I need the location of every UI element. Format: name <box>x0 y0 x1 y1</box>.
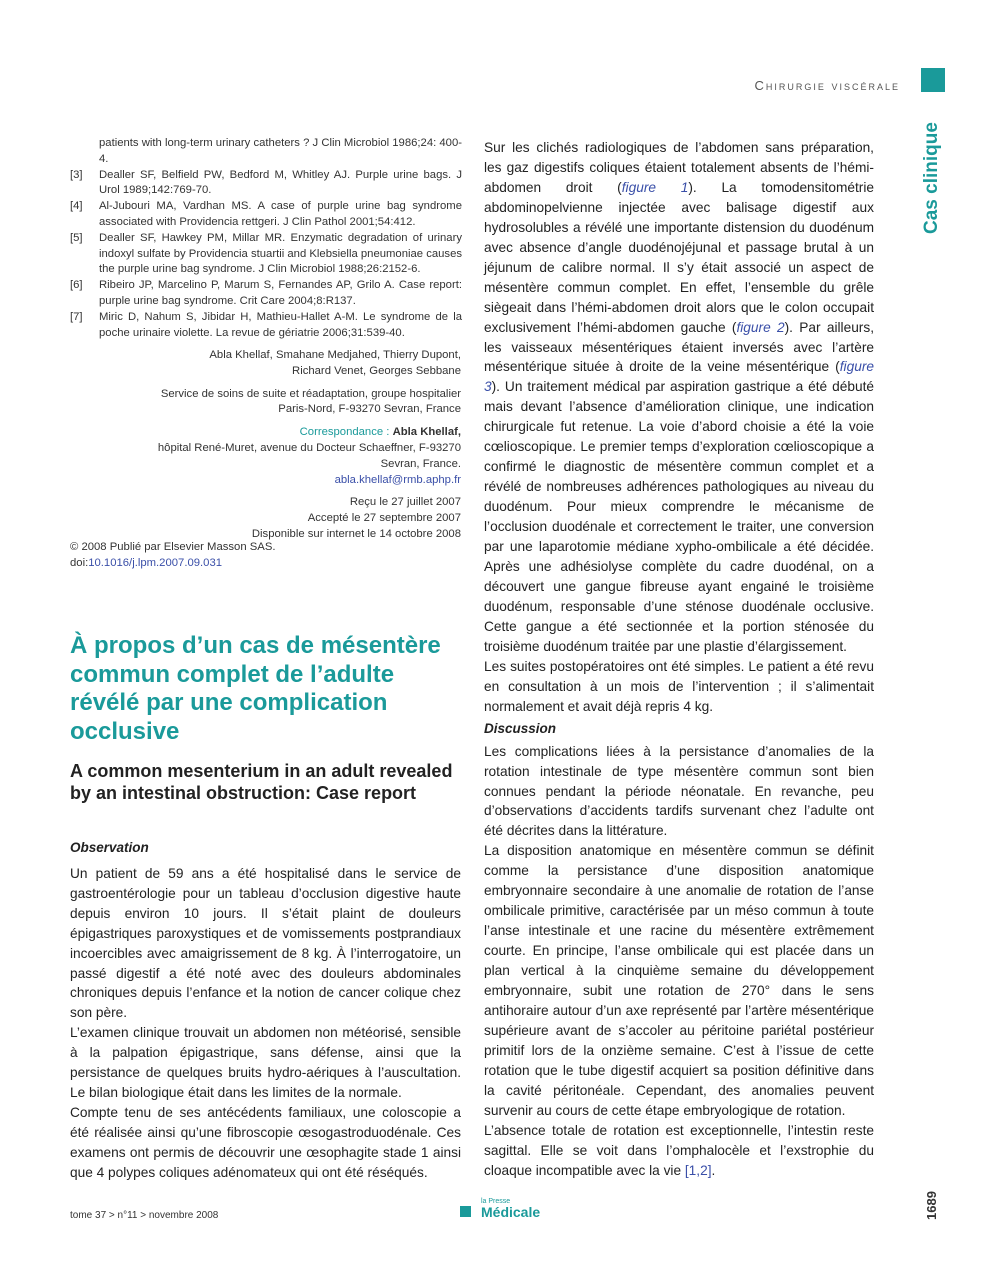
copyright-block <box>70 540 462 572</box>
author-names <box>140 348 461 380</box>
page-number-text: 1689 <box>924 1191 939 1220</box>
reference-number: [4] <box>70 200 83 213</box>
copyright-text: © 2008 Publié par Elsevier Masson SAS. <box>70 541 276 553</box>
text-run: ). Par ailleurs, les vaisseaux mésentériques étaient inversés avec l’artère mésentérique située à droite de la veine mésentérique ( <box>484 319 875 375</box>
figure-2-link[interactable]: figure 2 <box>736 319 785 335</box>
logo-big-text: Médicale <box>481 1204 541 1220</box>
reference-item <box>70 136 462 168</box>
paragraph <box>484 138 874 657</box>
online-date: Disponible sur internet le 14 octobre 2008 <box>251 527 461 540</box>
journal-logo <box>460 1198 540 1220</box>
author-block <box>140 348 461 550</box>
reference-list <box>70 136 462 341</box>
left-column-body <box>70 864 461 1183</box>
dates <box>140 495 461 542</box>
reference-number: [6] <box>70 279 83 292</box>
correspondance-name: Abla Khellaf, <box>392 426 461 439</box>
citation-link[interactable]: [1,2] <box>684 1162 712 1178</box>
affiliation-line: Service de soins de suite et réadaptation, groupe hospitalier <box>160 387 461 400</box>
paragraph: La disposition anatomique en mésentère commun se définit comme la persistance d’une disposition anatomique embryonnaire secondaire à une anomalie de rotation de l’anse ombilicale primitive, caractérisée par un méso commun à toute l’anse intestinale et une racine du mésentère extrêmement courte. En principe, l’anse ombilicale qui est placée dans un plan vertical à la cinquième semaine du développement embryonnaire, subit une rotation de 270° dans le sens antihoraire autour d’un axe représenté par l’artère mésentérique supérieure avant de s’accoler au péritoine pariétal postérieur primitif lors de la onzième semaine. C’est à l’issue de cette rotation que le tube digestif acquiert sa position définitive dans la cavité péritonéale. Cependant, des anomalies peuvent survenir au cours de cette étape embryologique de rotation. <box>484 843 874 1118</box>
reference-text: patients with long-term urinary catheters ? J Clin Microbiol 1986;24: 400-4. <box>99 137 462 165</box>
received-date: Reçu le 27 juillet 2007 <box>349 496 461 509</box>
reference-item <box>70 168 462 200</box>
reference-text: Dealler SF, Hawkey PM, Millar MR. Enzymatic degradation of urinary indoxyl sulfate by Providencia stuartii and Klebsiella pneumoniae causes the purple urine bag syndrome. J Clin Microbiol 1988;26:2152-6. <box>99 231 462 276</box>
paragraph: Un patient de 59 ans a été hospitalisé dans le service de gastroentérologie pour un tableau d’occlusion digestive haute depuis environ 10 jours. Il s’était plaint de douleurs épigastriques paroxystiques et de vomissements postprandiaux incoercibles avec amaigrissement de 8 kg. À l’interrogatoire, un passé digestif a été noté avec des douleurs abdominales chroniques depuis l’enfance et la notion de cancer colique chez son père. <box>70 866 461 1021</box>
section-label: Chirurgie viscérale <box>754 78 900 93</box>
text-run: . <box>711 1162 716 1178</box>
correspondance-label: Correspondance : <box>299 426 390 439</box>
reference-item <box>70 199 462 231</box>
affiliation-line: Paris-Nord, F-93270 Sevran, France <box>278 403 461 416</box>
paragraph: Les complications liées à la persistance d’anomalies de la rotation intestinale de type mésentère commun sont bien connues pendant la période néonatale. En revanche, peu d’observations d’accidents tardifs survenant chez l’adulte ont été décrites dans la littérature. <box>484 743 874 839</box>
category-side-label <box>915 118 949 238</box>
reference-number: [3] <box>70 168 83 181</box>
reference-item <box>70 310 462 342</box>
figure-3-link[interactable]: figure 3 <box>484 359 874 395</box>
issue-info: tome 37 > n°11 > novembre 2008 <box>70 1210 219 1221</box>
page-number <box>920 1180 950 1224</box>
paragraph: Les suites postopératoires ont été simples. Le patient a été revu en consultation à un mois de l’intervention ; il s’alimentait normalement et avait déjà repris 4 kg. <box>484 658 874 714</box>
reference-text: Al-Jubouri MA, Vardhan MS. A case of purple urine bag syndrome associated with Providencia rettgeri. J Clin Pathol 2001;54:412. <box>99 200 462 228</box>
author-names-line: Richard Venet, Georges Sebbane <box>292 364 461 377</box>
article-subtitle: A common mesenterium in an adult revealed by an intestinal obstruction: Case report <box>70 761 453 803</box>
reference-number: [5] <box>70 231 83 244</box>
logo-small-text: la Presse <box>481 1198 511 1205</box>
logo-square-icon <box>460 1206 471 1217</box>
text-run: ). La tomodensitométrie abdominopelvienne injectée avec balisage digestif aux hydrosolubles a révélé une importante distension du duodénum avec absence d’angle duodénojéjunal et passage brutal à un jéjunum de calibre normal. Il s’y était associé un aspect de mésentère commun complet. En effet, l’ensemble du grêle siègeait dans l’hémi-abdomen droit alors que le colon occupait exclusivement l’hémi-abdomen gauche ( <box>484 179 874 335</box>
text-run: Sur les clichés radiologiques de l’abdomen sans préparation, les gaz digestifs coliques étaient totalement absents de l’hémi-abdomen droit ( <box>484 140 874 195</box>
text-run: ). Un traitement médical par aspiration gastrique a été débuté mais devant l’absence d’amélioration clinique, une indication chirurgicale fut retenue. La voie d’abord choisie a été la voie cœlioscopique. Le premier temps d’exploration cœlioscopique a confirmé le diagnostic de mésentère commun complet et a révélé de nombreuses adhérences pathologiques au niveau du duodénum. Pour mieux comprendre le mécanisme de l’occlusion duodénale et correctement le traiter, une conversion par une laparotomie médiane xypho-ombilicale a été décidée. Après une adhésiolyse complète du cadre duodénal, on a découvert une gangue fibreuse ayant engainé le troisième duodénum, responsable d’une sténose duodénale occlusive. Cette gangue a été sectionnée et la portion sténosée du troisième duodénum traitée par une plastie d’élargissement. <box>484 379 874 654</box>
paragraph: Compte tenu de ses antécédents familiaux, une coloscopie a été réalisée ainsi qu’une fibroscopie œsogastroduodénale. Ces examens ont permis de découvrir une œsophagite stade 1 ainsi que 4 polypes coliques adénomateux qui ont été réséqués. <box>70 1104 461 1180</box>
section-color-marker <box>921 68 945 92</box>
paragraph <box>484 1121 874 1181</box>
figure-1-link[interactable]: figure 1 <box>621 179 689 195</box>
doi-link[interactable]: 10.1016/j.lpm.2007.09.031 <box>88 556 223 569</box>
reference-text: Miric D, Nahum S, Jibidar H, Mathieu-Hallet A-M. Le syndrome de la poche urinaire violette. La revue de gériatrie 2006;31:539-40. <box>99 310 462 339</box>
correspondance <box>140 425 461 488</box>
author-names-line: Abla Khellaf, Smahane Medjahed, Thierry Dupont, <box>209 349 461 361</box>
reference-number <box>70 136 99 168</box>
accepted-date: Accepté le 27 septembre 2007 <box>307 512 461 525</box>
article-title: À propos d’un cas de mésentère commun complet de l’adulte révélé par une complication occlusive <box>70 632 441 745</box>
paragraph: L’examen clinique trouvait un abdomen non météorisé, sensible à la palpation épigastrique, sans défense, ainsi que la persistance de quelques bruits hydro-aériques à l’auscultation. Le bilan biologique était dans les limites de la normale. <box>70 1025 461 1100</box>
affiliation <box>140 387 461 419</box>
doi-label: doi: <box>70 556 89 569</box>
reference-text: Dealler SF, Belfield PW, Bedford M, Whitley AJ. Purple urine bags. J Urol 1989;142:769-70. <box>99 168 462 197</box>
category-text: Cas clinique <box>921 122 942 234</box>
text-run: L’absence totale de rotation est exceptionnelle, l’intestin reste sagittal. Elle se voit dans l’omphalocèle et l’exstrophie du cloaque incompatible avec la vie <box>484 1122 874 1178</box>
email-link[interactable]: abla.khellaf@rmb.aphp.fr <box>334 473 461 486</box>
reference-item <box>70 278 462 310</box>
address-line: Sevran, France. <box>380 457 461 470</box>
discussion-heading: Discussion <box>484 720 557 736</box>
reference-text: Ribeiro JP, Marcelino P, Marum S, Fernandes AP, Grilo A. Case report: purple urine bag syndrome. Crit Care 2004;8:R137. <box>99 279 462 307</box>
address-line: hôpital René-Muret, avenue du Docteur Schaeffner, F-93270 <box>157 441 461 454</box>
right-column-body <box>484 138 874 1181</box>
logo-text <box>481 1198 540 1220</box>
reference-number: [7] <box>70 310 83 323</box>
reference-item <box>70 231 462 278</box>
observation-heading: Observation <box>70 840 149 855</box>
